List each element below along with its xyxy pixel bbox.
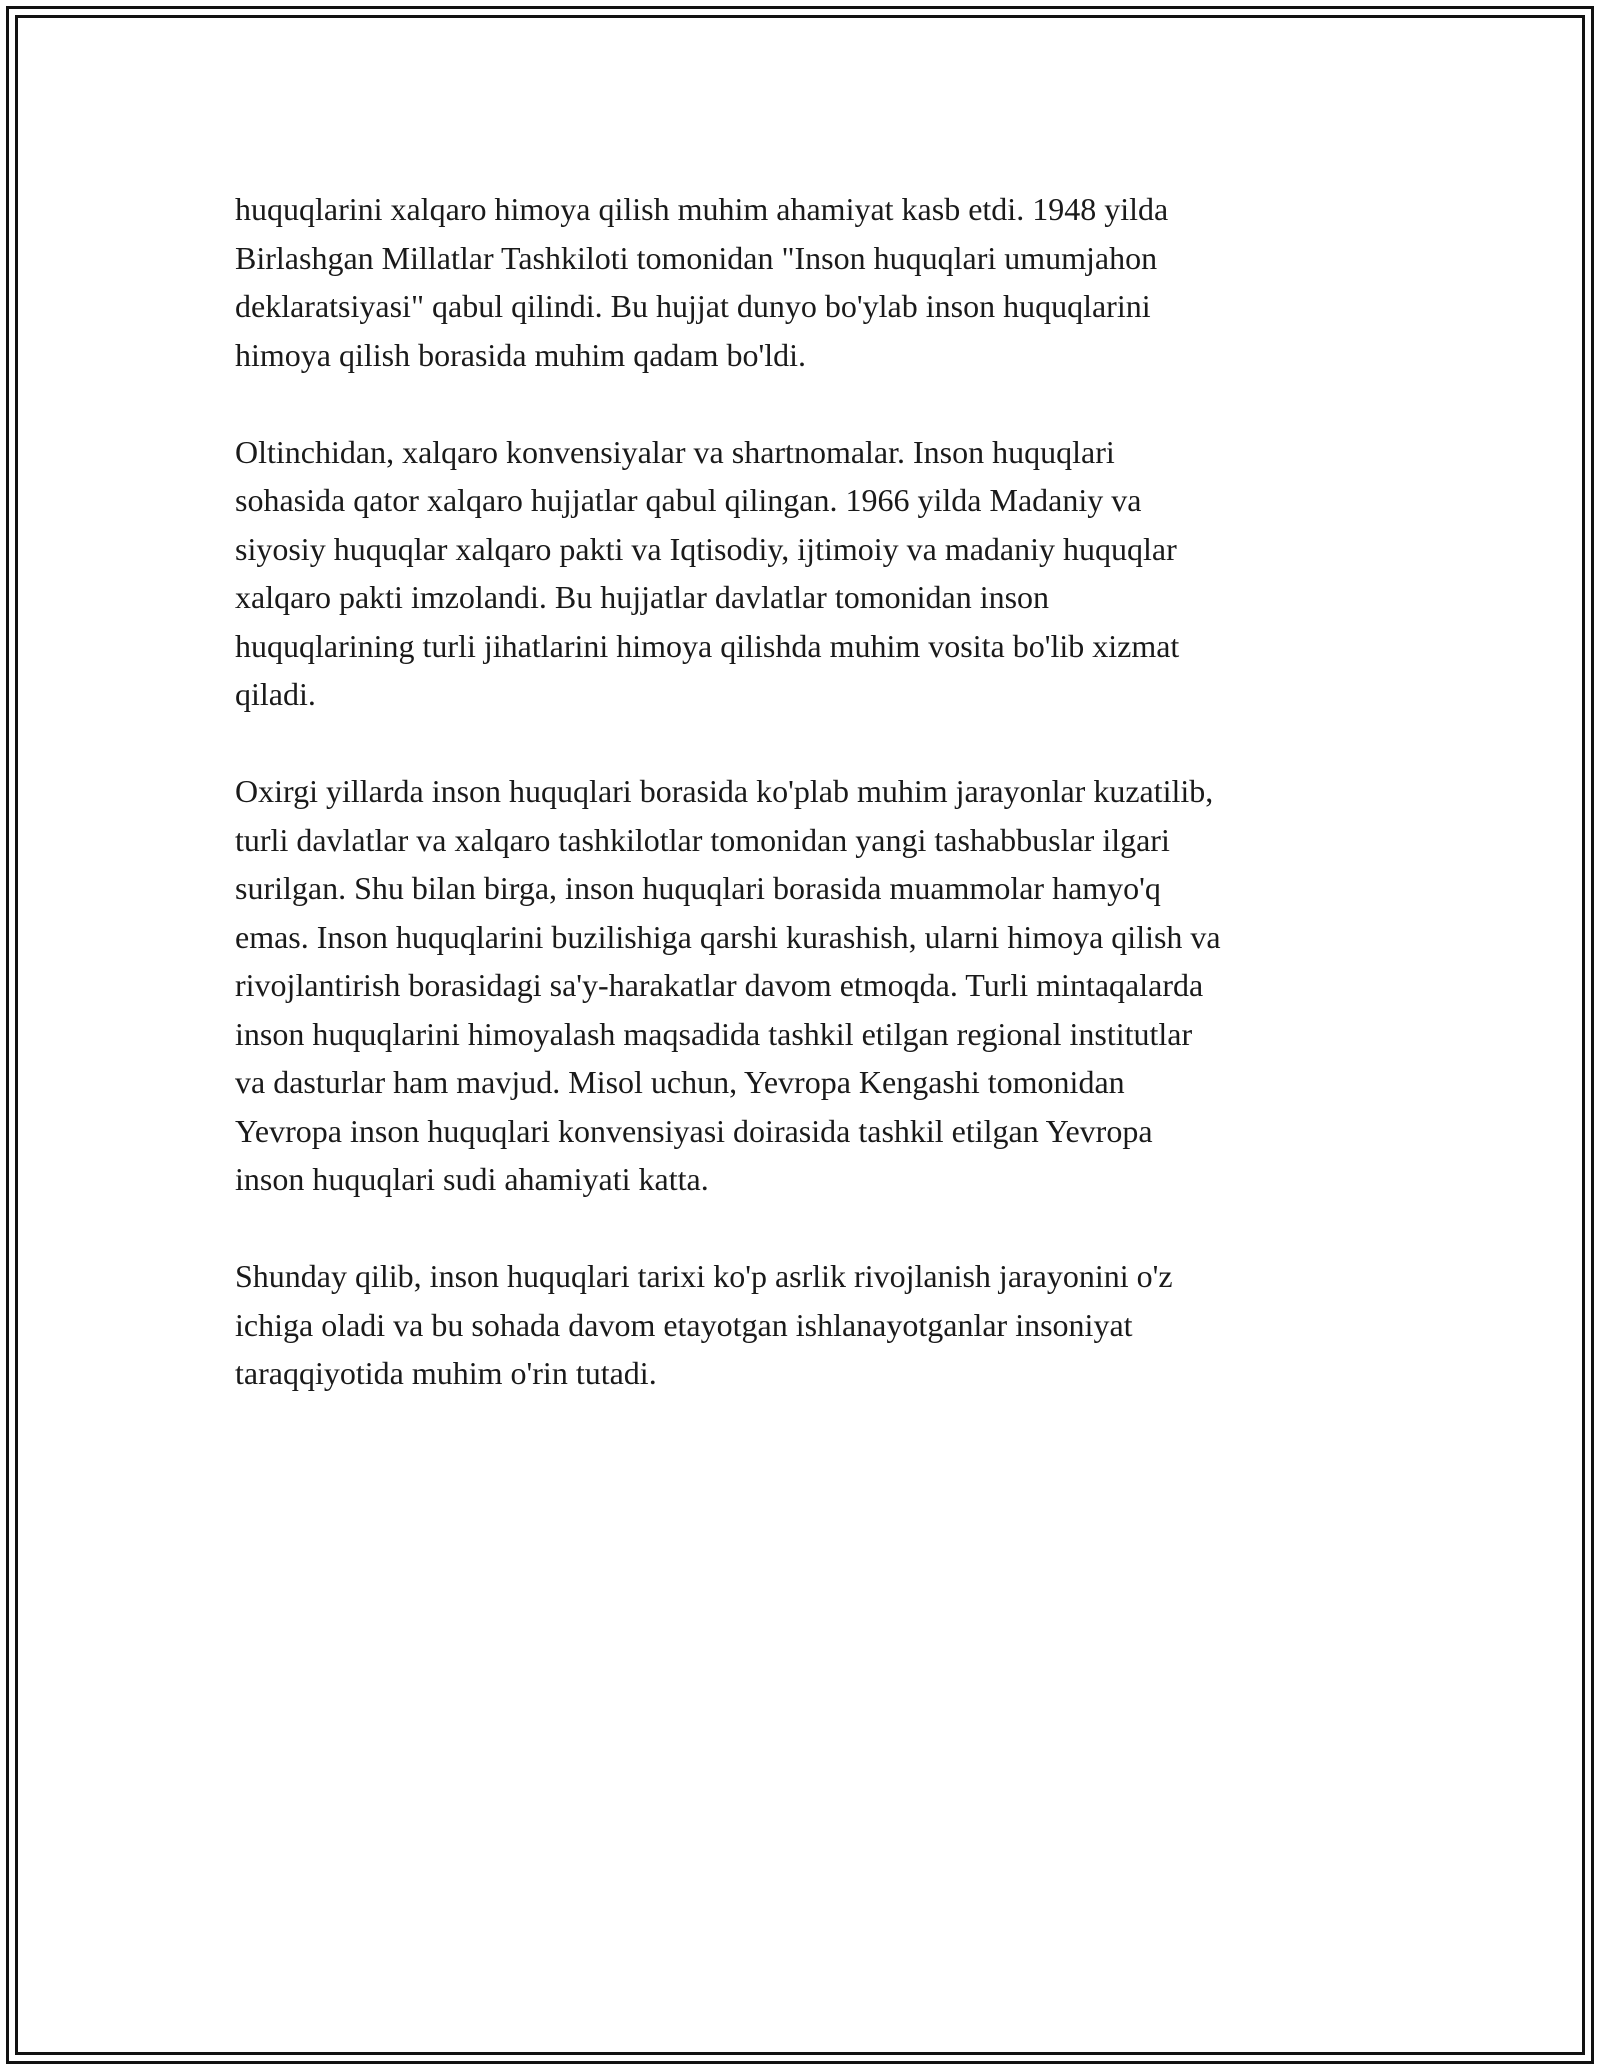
paragraph-1: huquqlarini xalqaro himoya qilish muhim ahamiyat kasb etdi. 1948 yilda Birlashgan Millatlar Tashkiloti tomonidan "Inson huquqlari umumjahon deklaratsiyasi" qabul qilindi. Bu hujjat dunyo bo'ylab inson huquqlarini himoya qilish borasida muhim qadam bo'ldi. [235,191,1169,373]
paragraph-2: Oltinchidan, xalqaro konvensiyalar va shartnomalar. Inson huquqlari sohasida qator xalqaro hujjatlar qabul qilingan. 1966 yilda Madaniy va siyosiy huquqlar xalqaro pakti va Iqtisodiy, ijtimoiy va madaniy huquqlar xalqaro pakti imzolandi. Bu hujjatlar davlatlar tomonidan inson huquqlarining turli jihatlarini himoya qilishda muhim vosita bo'lib xizmat qiladi. [235,433,1180,712]
paragraph-4: Shunday qilib, inson huquqlari tarixi ko'p asrlik rivojlanish jarayonini o'z ichiga oladi va bu sohada davom etayotgan ishlanayotganlar insoniyat taraqqiyotida muhim o'rin tutadi. [235,1258,1173,1391]
paragraph-3: Oxirgi yillarda inson huquqlari borasida ko'plab muhim jarayonlar kuzatilib, turli davlatlar va xalqaro tashkilotlar tomonidan yangi tashabbuslar ilgari surilgan. Shu bilan birga, inson huquqlari borasida muammolar hamyo'q emas. Inson huquqlarini buzilishiga qarshi kurashish, ularni himoya qilish va rivojlantirish borasidagi sa'y-harakatlar davom etmoqda. Turli mintaqalarda inson huquqlarini himoyalash maqsadida tashkil etilgan regional institutlar va dasturlar ham mavjud. Misol uchun, Yevropa Kengashi tomonidan Yevropa inson huquqlari konvensiyasi doirasida tashkil etilgan Yevropa inson huquqlari sudi ahamiyati katta. [235,773,1221,1197]
document-body [235,185,1375,1446]
